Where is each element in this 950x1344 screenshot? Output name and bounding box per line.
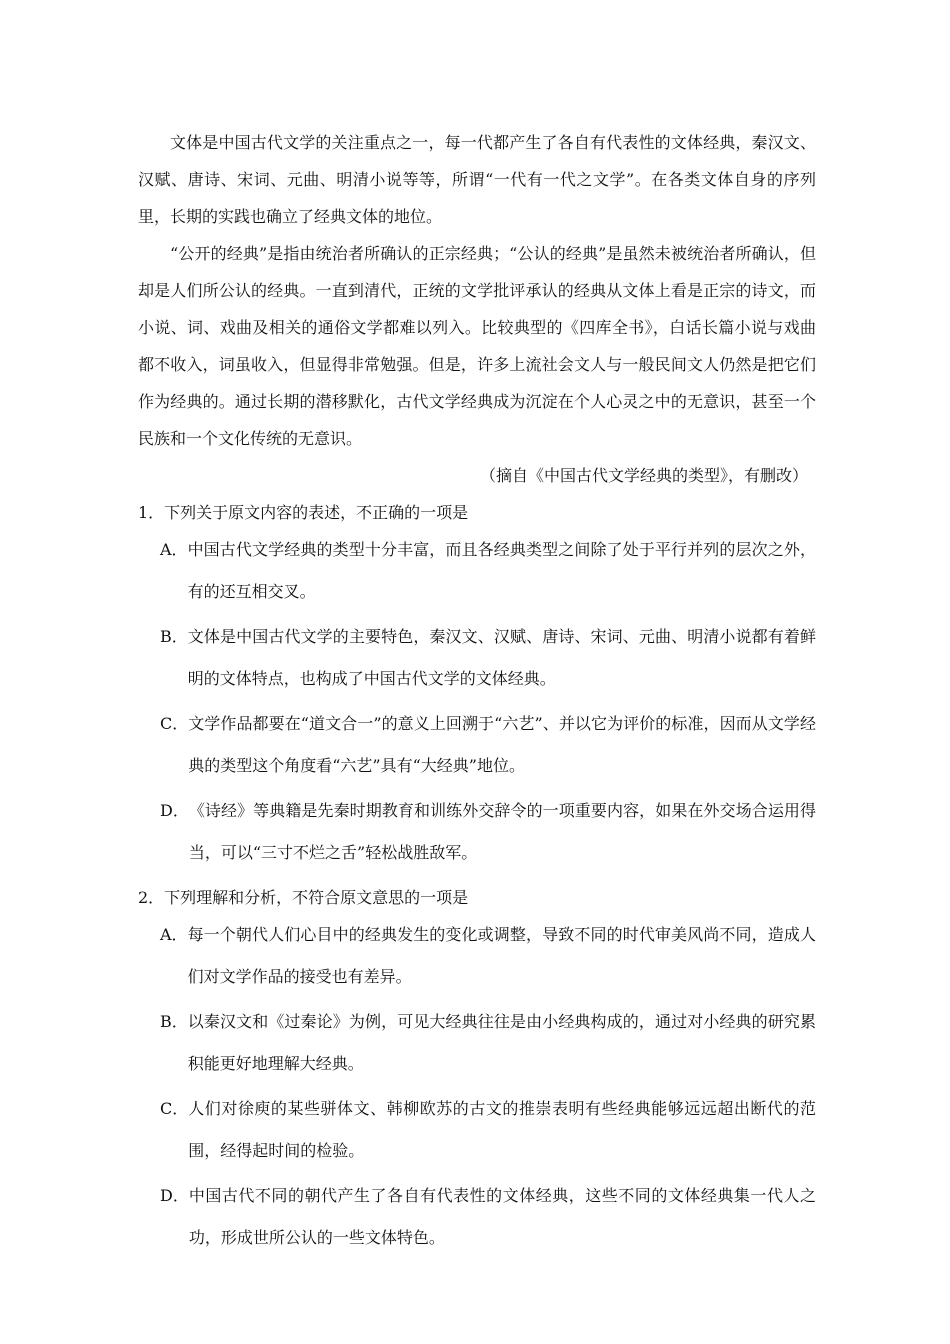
question-stem: 2．下列理解和分析，不符合原文意思的一项是 xyxy=(138,888,469,907)
passage-source: （摘自《中国古代文学经典的类型》，有删改） xyxy=(479,466,808,485)
option-a xyxy=(160,916,816,998)
option-key: A． xyxy=(160,540,188,559)
option-text: 《诗经》等典籍是先秦时期教育和训练外交辞令的一项重要内容，如果在外交场合运用得当，可以“三寸不烂之舌”轻松战胜敌军。 xyxy=(188,801,816,862)
option-text: 文学作品都要在“道文合一”的意义上回溯于“六艺”、并以它为评价的标准，因而从文学经典的类型这个角度看“六艺”具有“大经典”地位。 xyxy=(188,714,816,775)
option-key: B． xyxy=(160,1012,188,1031)
passage-paragraph: “公开的经典”是指由统治者所确认的正宗经典；“公认的经典”是虽然未被统治者所确认，但却是人们所公认的经典。一直到清代，正统的文学批评承认的经典从文体上看是正宗的诗文，而小说、词、戏曲及相关的通俗文学都难以列入。比较典型的《四库全书》，白话长篇小说与戏曲都不收入，词虽收入，但显得非常勉强。但是，许多上流社会文人与一般民间文人仍然是把它们作为经典的。通过长期的潜移默化，古代文学经典成为沉淀在个人心灵之中的无意识，甚至一个民族和一个文化传统的无意识。 xyxy=(138,244,816,448)
option-b xyxy=(160,618,816,700)
exam-page xyxy=(138,124,816,1264)
passage-paragraph: 文体是中国古代文学的关注重点之一，每一代都产生了各自有代表性的文体经典，秦汉文、汉赋、唐诗、宋词、元曲、明清小说等等，所谓“一代有一代之文学”。在各类文体自身的序列里，长期的实践也确立了经典文体的地位。 xyxy=(138,133,816,226)
option-text: 人们对徐庾的某些骈体文、韩柳欧苏的古文的推崇表明有些经典能够远远超出断代的范围，经得起时间的检验。 xyxy=(188,1099,816,1160)
option-text: 文体是中国古代文学的主要特色，秦汉文、汉赋、唐诗、宋词、元曲、明清小说都有着鲜明的文体特点，也构成了中国古代文学的文体经典。 xyxy=(187,627,816,688)
option-a xyxy=(160,531,816,613)
option-key: B． xyxy=(160,627,188,646)
option-d xyxy=(160,1177,816,1259)
option-text: 以秦汉文和《过秦论》为例，可见大经典往往是由小经典构成的，通过对小经典的研究累积能更好地理解大经典。 xyxy=(187,1012,816,1073)
option-key: D． xyxy=(160,801,189,820)
question-1 xyxy=(138,494,816,874)
option-d xyxy=(160,792,816,874)
option-text: 中国古代不同的朝代产生了各自有代表性的文体经典，这些不同的文体经典集一代人之功，形成世所公认的一些文体特色。 xyxy=(188,1186,816,1247)
option-text: 每一个朝代人们心目中的经典发生的变化或调整，导致不同的时代审美风尚不同，造成人们对文学作品的接受也有差异。 xyxy=(187,925,816,986)
option-key: D． xyxy=(160,1186,189,1205)
option-b xyxy=(160,1003,816,1085)
option-c xyxy=(160,1090,816,1172)
option-text: 中国古代文学经典的类型十分丰富，而且各经典类型之间除了处于平行并列的层次之外，有的还互相交叉。 xyxy=(187,540,816,601)
option-key: A． xyxy=(160,925,188,944)
option-key: C． xyxy=(160,1099,189,1118)
question-stem: 1．下列关于原文内容的表述，不正确的一项是 xyxy=(138,503,469,522)
option-c xyxy=(160,705,816,787)
option-key: C． xyxy=(160,714,189,733)
question-2 xyxy=(138,879,816,1259)
